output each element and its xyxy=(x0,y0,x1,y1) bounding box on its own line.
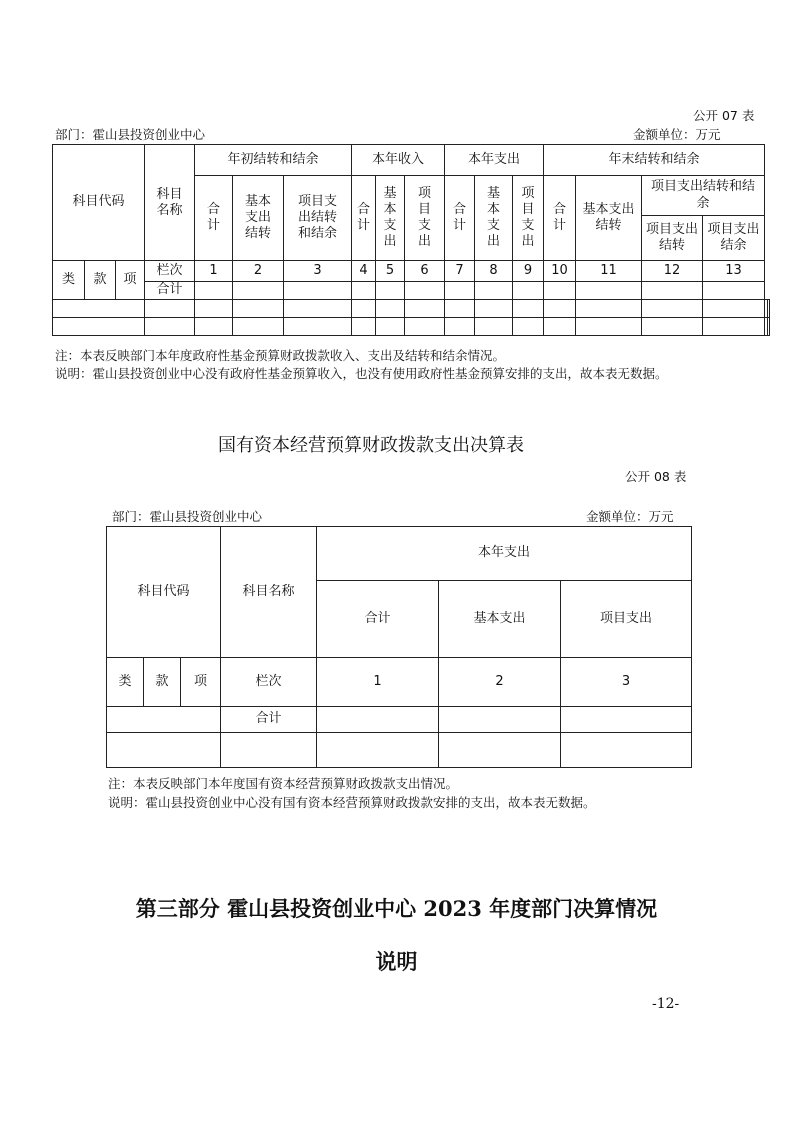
t08-heji: 合计 xyxy=(221,707,317,733)
table08-explain: 说明：霍山县投资创业中心没有国有资本经营预算财政拨款安排的支出，故本表无数据。 xyxy=(108,795,596,810)
t08-subject-code: 科目代码 xyxy=(107,527,221,658)
table-row xyxy=(107,733,692,768)
t07-begin-total: 合计 xyxy=(195,176,233,261)
t07-colnum: 3 xyxy=(284,261,352,282)
t07-colnum: 8 xyxy=(475,261,513,282)
section-title-line2: 说明 xyxy=(375,949,418,974)
t07-end-group: 年末结转和结余 xyxy=(544,145,765,176)
t07-expense-total: 合计 xyxy=(445,176,475,261)
t07-income-total: 合计 xyxy=(352,176,376,261)
t07-colnum: 1 xyxy=(195,261,233,282)
t07-colnum: 13 xyxy=(703,261,765,282)
table08-unit: 金额单位：万元 xyxy=(586,509,674,524)
table08-note: 注：本表反映部门本年度国有资本经营预算财政拨款支出情况。 xyxy=(108,776,459,791)
t08-xiang: 项 xyxy=(181,658,221,707)
t07-expense-group: 本年支出 xyxy=(445,145,544,176)
t07-kuan: 款 xyxy=(85,261,116,300)
table-row xyxy=(53,300,770,318)
table07-code: 公开 07 表 xyxy=(693,108,755,123)
t08-lei: 类 xyxy=(107,658,144,707)
t07-colnum: 12 xyxy=(642,261,703,282)
section-title-line1: 第三部分 霍山县投资创业中心 2023 年度部门决算情况 xyxy=(135,896,658,921)
t07-end-basic: 基本支出结转 xyxy=(576,176,642,261)
t08-colnum: 2 xyxy=(439,658,561,707)
t07-colnum: 11 xyxy=(576,261,642,282)
t07-begin-proj: 项目支出结转和结余 xyxy=(284,176,352,261)
table08-code: 公开 08 表 xyxy=(625,469,687,484)
table07 xyxy=(52,144,770,336)
t07-lei: 类 xyxy=(53,261,85,300)
table07-explain: 说明：霍山县投资创业中心没有政府性基金预算收入，也没有使用政府性基金预算安排的支出，故本表无数据。 xyxy=(55,366,668,381)
t07-xiang: 项 xyxy=(116,261,145,300)
t08-kuan: 款 xyxy=(144,658,181,707)
t07-expense-basic: 基本支出 xyxy=(475,176,513,261)
t07-begin-basic: 基本支出结转 xyxy=(233,176,284,261)
t08-colnum: 3 xyxy=(561,658,692,707)
t07-subject-name: 科目名称 xyxy=(145,145,195,261)
t07-colnum: 10 xyxy=(544,261,576,282)
t08-expense-group: 本年支出 xyxy=(317,527,692,581)
t07-colnum: 4 xyxy=(352,261,376,282)
t07-colnum: 6 xyxy=(405,261,445,282)
t07-begin-group: 年初结转和结余 xyxy=(195,145,352,176)
t07-end-proj-group: 项目支出结转和结余 xyxy=(642,176,765,216)
t07-lanci: 栏次 xyxy=(145,261,195,282)
t08-lanci: 栏次 xyxy=(221,658,317,707)
t07-end-proj-carry: 项目支出结转 xyxy=(642,216,703,261)
table07-department: 部门：霍山县投资创业中心 xyxy=(55,127,206,142)
t08-basic: 基本支出 xyxy=(439,581,561,658)
t07-subject-code: 科目代码 xyxy=(53,145,145,261)
t07-colnum: 9 xyxy=(513,261,544,282)
table-row xyxy=(53,318,770,336)
table07-note: 注：本表反映部门本年度政府性基金预算财政拨款收入、支出及结转和结余情况。 xyxy=(55,348,506,363)
page-number: -12- xyxy=(652,996,680,1012)
t08-colnum: 1 xyxy=(317,658,439,707)
t07-end-total: 合计 xyxy=(544,176,576,261)
t07-colnum: 2 xyxy=(233,261,284,282)
table07-unit: 金额单位：万元 xyxy=(633,127,721,142)
t07-income-group: 本年收入 xyxy=(352,145,445,176)
t08-subject-name: 科目名称 xyxy=(221,527,317,658)
table08-department: 部门：霍山县投资创业中心 xyxy=(112,509,263,524)
t07-expense-proj: 项目支出 xyxy=(513,176,544,261)
table08-title: 国有资本经营预算财政拨款支出决算表 xyxy=(218,435,524,456)
t08-project: 项目支出 xyxy=(561,581,692,658)
table08 xyxy=(106,526,692,768)
t07-colnum: 5 xyxy=(376,261,405,282)
t07-heji: 合计 xyxy=(145,282,195,300)
t07-end-proj-balance: 项目支出结余 xyxy=(703,216,765,261)
t07-colnum: 7 xyxy=(445,261,475,282)
t08-total: 合计 xyxy=(317,581,439,658)
t07-income-proj: 项目支出 xyxy=(405,176,445,261)
t07-income-basic: 基本支出 xyxy=(376,176,405,261)
